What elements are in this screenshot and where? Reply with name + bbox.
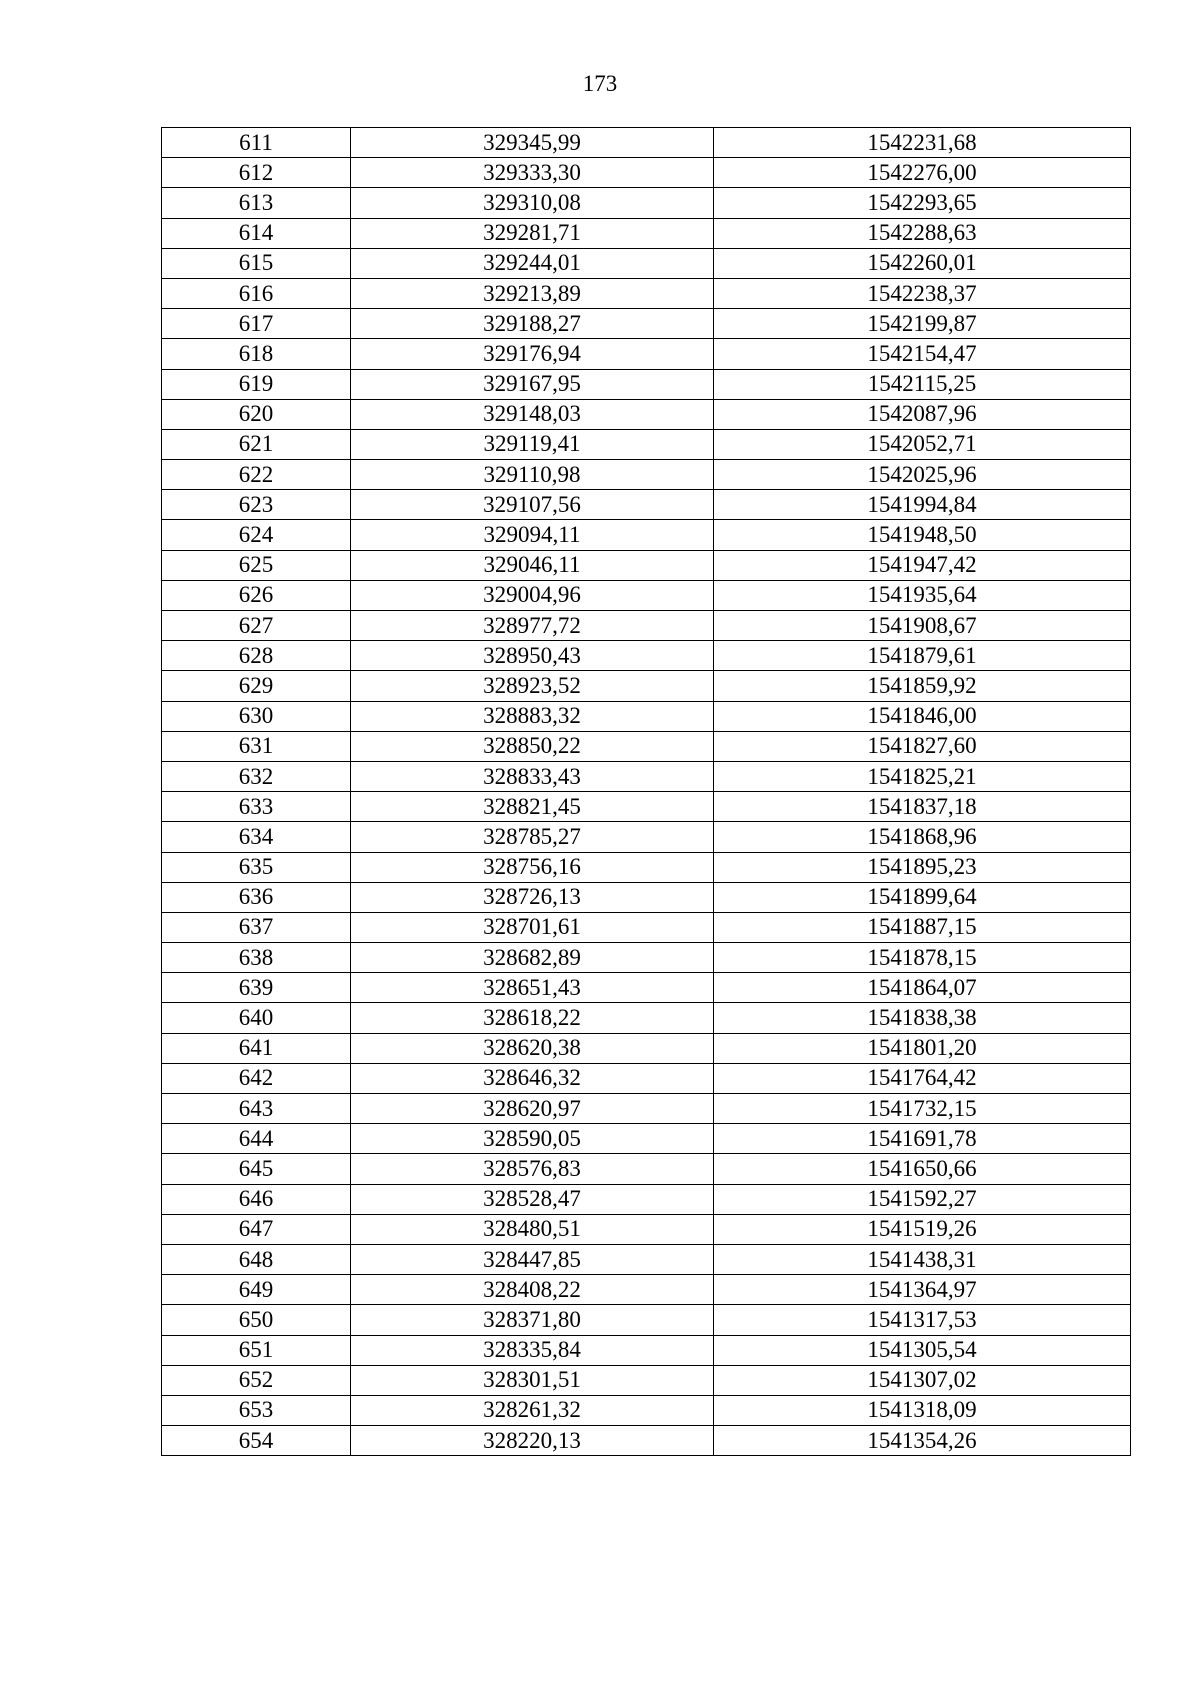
- table-row: [162, 128, 1131, 158]
- point-number-cell: 612: [162, 158, 351, 188]
- y-coordinate-cell: 1542199,87: [714, 309, 1131, 339]
- point-number-cell: 619: [162, 369, 351, 399]
- x-coordinate-cell: 328883,32: [351, 701, 714, 731]
- x-coordinate-cell: 329046,11: [351, 550, 714, 580]
- x-coordinate-cell: 328726,13: [351, 882, 714, 912]
- x-coordinate-cell: 329310,08: [351, 188, 714, 218]
- x-coordinate-cell: 328576,83: [351, 1154, 714, 1184]
- point-number-cell: 653: [162, 1395, 351, 1425]
- x-coordinate-cell: 328646,32: [351, 1063, 714, 1093]
- point-number-cell: 625: [162, 550, 351, 580]
- x-coordinate-cell: 328620,38: [351, 1033, 714, 1063]
- table-row: [162, 429, 1131, 459]
- x-coordinate-cell: 329004,96: [351, 580, 714, 610]
- table-row: [162, 912, 1131, 942]
- y-coordinate-cell: 1541908,67: [714, 611, 1131, 641]
- y-coordinate-cell: 1541438,31: [714, 1244, 1131, 1274]
- x-coordinate-cell: 329107,56: [351, 490, 714, 520]
- point-number-cell: 637: [162, 912, 351, 942]
- y-coordinate-cell: 1541318,09: [714, 1395, 1131, 1425]
- table-row: [162, 943, 1131, 973]
- table-row: [162, 611, 1131, 641]
- table-row: [162, 580, 1131, 610]
- table-row: [162, 882, 1131, 912]
- table-row: [162, 822, 1131, 852]
- x-coordinate-cell: 328371,80: [351, 1305, 714, 1335]
- point-number-cell: 628: [162, 641, 351, 671]
- y-coordinate-cell: 1541764,42: [714, 1063, 1131, 1093]
- y-coordinate-cell: 1541846,00: [714, 701, 1131, 731]
- point-number-cell: 633: [162, 792, 351, 822]
- y-coordinate-cell: 1541354,26: [714, 1426, 1131, 1456]
- y-coordinate-cell: 1541691,78: [714, 1124, 1131, 1154]
- table-row: [162, 490, 1131, 520]
- x-coordinate-cell: 328590,05: [351, 1124, 714, 1154]
- table-row: [162, 1033, 1131, 1063]
- y-coordinate-cell: 1542052,71: [714, 429, 1131, 459]
- x-coordinate-cell: 328528,47: [351, 1184, 714, 1214]
- x-coordinate-cell: 328923,52: [351, 671, 714, 701]
- y-coordinate-cell: 1541859,92: [714, 671, 1131, 701]
- point-number-cell: 638: [162, 943, 351, 973]
- point-number-cell: 622: [162, 460, 351, 490]
- table-row: [162, 278, 1131, 308]
- point-number-cell: 626: [162, 580, 351, 610]
- y-coordinate-cell: 1542087,96: [714, 399, 1131, 429]
- point-number-cell: 652: [162, 1365, 351, 1395]
- y-coordinate-cell: 1542238,37: [714, 278, 1131, 308]
- table-row: [162, 1365, 1131, 1395]
- x-coordinate-cell: 328447,85: [351, 1244, 714, 1274]
- x-coordinate-cell: 328821,45: [351, 792, 714, 822]
- x-coordinate-cell: 329148,03: [351, 399, 714, 429]
- y-coordinate-cell: 1541650,66: [714, 1154, 1131, 1184]
- y-coordinate-cell: 1542154,47: [714, 339, 1131, 369]
- table-row: [162, 761, 1131, 791]
- x-coordinate-cell: 329176,94: [351, 339, 714, 369]
- point-number-cell: 616: [162, 278, 351, 308]
- page-number: 173: [582, 71, 618, 96]
- point-number-cell: 647: [162, 1214, 351, 1244]
- point-number-cell: 650: [162, 1305, 351, 1335]
- table-row: [162, 1395, 1131, 1425]
- y-coordinate-cell: 1541307,02: [714, 1365, 1131, 1395]
- x-coordinate-cell: 328301,51: [351, 1365, 714, 1395]
- table-row: [162, 852, 1131, 882]
- table-row: [162, 1244, 1131, 1274]
- table-row: [162, 1124, 1131, 1154]
- table-row: [162, 158, 1131, 188]
- x-coordinate-cell: 328620,97: [351, 1094, 714, 1124]
- table-row: [162, 399, 1131, 429]
- point-number-cell: 639: [162, 973, 351, 1003]
- point-number-cell: 617: [162, 309, 351, 339]
- y-coordinate-cell: 1541827,60: [714, 731, 1131, 761]
- x-coordinate-cell: 328977,72: [351, 611, 714, 641]
- point-number-cell: 635: [162, 852, 351, 882]
- point-number-cell: 611: [162, 128, 351, 158]
- table-row: [162, 550, 1131, 580]
- point-number-cell: 651: [162, 1335, 351, 1365]
- point-number-cell: 623: [162, 490, 351, 520]
- x-coordinate-cell: 328682,89: [351, 943, 714, 973]
- y-coordinate-cell: 1542293,65: [714, 188, 1131, 218]
- x-coordinate-cell: 329244,01: [351, 248, 714, 278]
- x-coordinate-cell: 328618,22: [351, 1003, 714, 1033]
- x-coordinate-cell: 329213,89: [351, 278, 714, 308]
- table-row: [162, 1305, 1131, 1335]
- point-number-cell: 630: [162, 701, 351, 731]
- x-coordinate-cell: 328950,43: [351, 641, 714, 671]
- y-coordinate-cell: 1541838,38: [714, 1003, 1131, 1033]
- table-row: [162, 1335, 1131, 1365]
- point-number-cell: 621: [162, 429, 351, 459]
- x-coordinate-cell: 329094,11: [351, 520, 714, 550]
- table-row: [162, 973, 1131, 1003]
- point-number-cell: 643: [162, 1094, 351, 1124]
- y-coordinate-cell: 1541895,23: [714, 852, 1131, 882]
- x-coordinate-cell: 329188,27: [351, 309, 714, 339]
- y-coordinate-cell: 1542260,01: [714, 248, 1131, 278]
- table-row: [162, 671, 1131, 701]
- y-coordinate-cell: 1541305,54: [714, 1335, 1131, 1365]
- x-coordinate-cell: 328833,43: [351, 761, 714, 791]
- table-row: [162, 1184, 1131, 1214]
- y-coordinate-cell: 1542025,96: [714, 460, 1131, 490]
- table-row: [162, 218, 1131, 248]
- x-coordinate-cell: 328850,22: [351, 731, 714, 761]
- point-number-cell: 641: [162, 1033, 351, 1063]
- point-number-cell: 642: [162, 1063, 351, 1093]
- y-coordinate-cell: 1542231,68: [714, 128, 1131, 158]
- point-number-cell: 649: [162, 1275, 351, 1305]
- table-row: [162, 520, 1131, 550]
- y-coordinate-cell: 1542276,00: [714, 158, 1131, 188]
- y-coordinate-cell: 1541864,07: [714, 973, 1131, 1003]
- point-number-cell: 632: [162, 761, 351, 791]
- point-number-cell: 627: [162, 611, 351, 641]
- x-coordinate-cell: 329110,98: [351, 460, 714, 490]
- table-row: [162, 1094, 1131, 1124]
- y-coordinate-cell: 1542288,63: [714, 218, 1131, 248]
- table-row: [162, 339, 1131, 369]
- y-coordinate-cell: 1541868,96: [714, 822, 1131, 852]
- table-row: [162, 1426, 1131, 1456]
- x-coordinate-cell: 328408,22: [351, 1275, 714, 1305]
- table-row: [162, 701, 1131, 731]
- point-number-cell: 629: [162, 671, 351, 701]
- point-number-cell: 613: [162, 188, 351, 218]
- x-coordinate-cell: 328701,61: [351, 912, 714, 942]
- point-number-cell: 615: [162, 248, 351, 278]
- y-coordinate-cell: 1541364,97: [714, 1275, 1131, 1305]
- table-row: [162, 792, 1131, 822]
- table-row: [162, 309, 1131, 339]
- x-coordinate-cell: 328756,16: [351, 852, 714, 882]
- y-coordinate-cell: 1541317,53: [714, 1305, 1131, 1335]
- table-row: [162, 460, 1131, 490]
- table-row: [162, 1063, 1131, 1093]
- y-coordinate-cell: 1541887,15: [714, 912, 1131, 942]
- y-coordinate-cell: 1541947,42: [714, 550, 1131, 580]
- point-number-cell: 624: [162, 520, 351, 550]
- x-coordinate-cell: 328335,84: [351, 1335, 714, 1365]
- table-row: [162, 1154, 1131, 1184]
- table-row: [162, 369, 1131, 399]
- x-coordinate-cell: 328220,13: [351, 1426, 714, 1456]
- y-coordinate-cell: 1541948,50: [714, 520, 1131, 550]
- point-number-cell: 640: [162, 1003, 351, 1033]
- coordinates-table-body: [162, 128, 1131, 1456]
- y-coordinate-cell: 1541837,18: [714, 792, 1131, 822]
- point-number-cell: 645: [162, 1154, 351, 1184]
- y-coordinate-cell: 1541825,21: [714, 761, 1131, 791]
- point-number-cell: 618: [162, 339, 351, 369]
- y-coordinate-cell: 1542115,25: [714, 369, 1131, 399]
- y-coordinate-cell: 1541879,61: [714, 641, 1131, 671]
- y-coordinate-cell: 1541732,15: [714, 1094, 1131, 1124]
- x-coordinate-cell: 328261,32: [351, 1395, 714, 1425]
- point-number-cell: 634: [162, 822, 351, 852]
- coordinates-table: [161, 127, 1131, 1456]
- y-coordinate-cell: 1541592,27: [714, 1184, 1131, 1214]
- x-coordinate-cell: 329345,99: [351, 128, 714, 158]
- x-coordinate-cell: 328785,27: [351, 822, 714, 852]
- point-number-cell: 636: [162, 882, 351, 912]
- y-coordinate-cell: 1541935,64: [714, 580, 1131, 610]
- point-number-cell: 648: [162, 1244, 351, 1274]
- x-coordinate-cell: 329281,71: [351, 218, 714, 248]
- table-row: [162, 188, 1131, 218]
- table-row: [162, 1214, 1131, 1244]
- table-row: [162, 641, 1131, 671]
- y-coordinate-cell: 1541801,20: [714, 1033, 1131, 1063]
- y-coordinate-cell: 1541994,84: [714, 490, 1131, 520]
- x-coordinate-cell: 329167,95: [351, 369, 714, 399]
- table-row: [162, 1003, 1131, 1033]
- point-number-cell: 620: [162, 399, 351, 429]
- point-number-cell: 631: [162, 731, 351, 761]
- point-number-cell: 646: [162, 1184, 351, 1214]
- y-coordinate-cell: 1541519,26: [714, 1214, 1131, 1244]
- x-coordinate-cell: 328651,43: [351, 973, 714, 1003]
- table-row: [162, 731, 1131, 761]
- x-coordinate-cell: 328480,51: [351, 1214, 714, 1244]
- y-coordinate-cell: 1541878,15: [714, 943, 1131, 973]
- point-number-cell: 654: [162, 1426, 351, 1456]
- x-coordinate-cell: 329119,41: [351, 429, 714, 459]
- point-number-cell: 614: [162, 218, 351, 248]
- x-coordinate-cell: 329333,30: [351, 158, 714, 188]
- point-number-cell: 644: [162, 1124, 351, 1154]
- y-coordinate-cell: 1541899,64: [714, 882, 1131, 912]
- table-row: [162, 248, 1131, 278]
- table-row: [162, 1275, 1131, 1305]
